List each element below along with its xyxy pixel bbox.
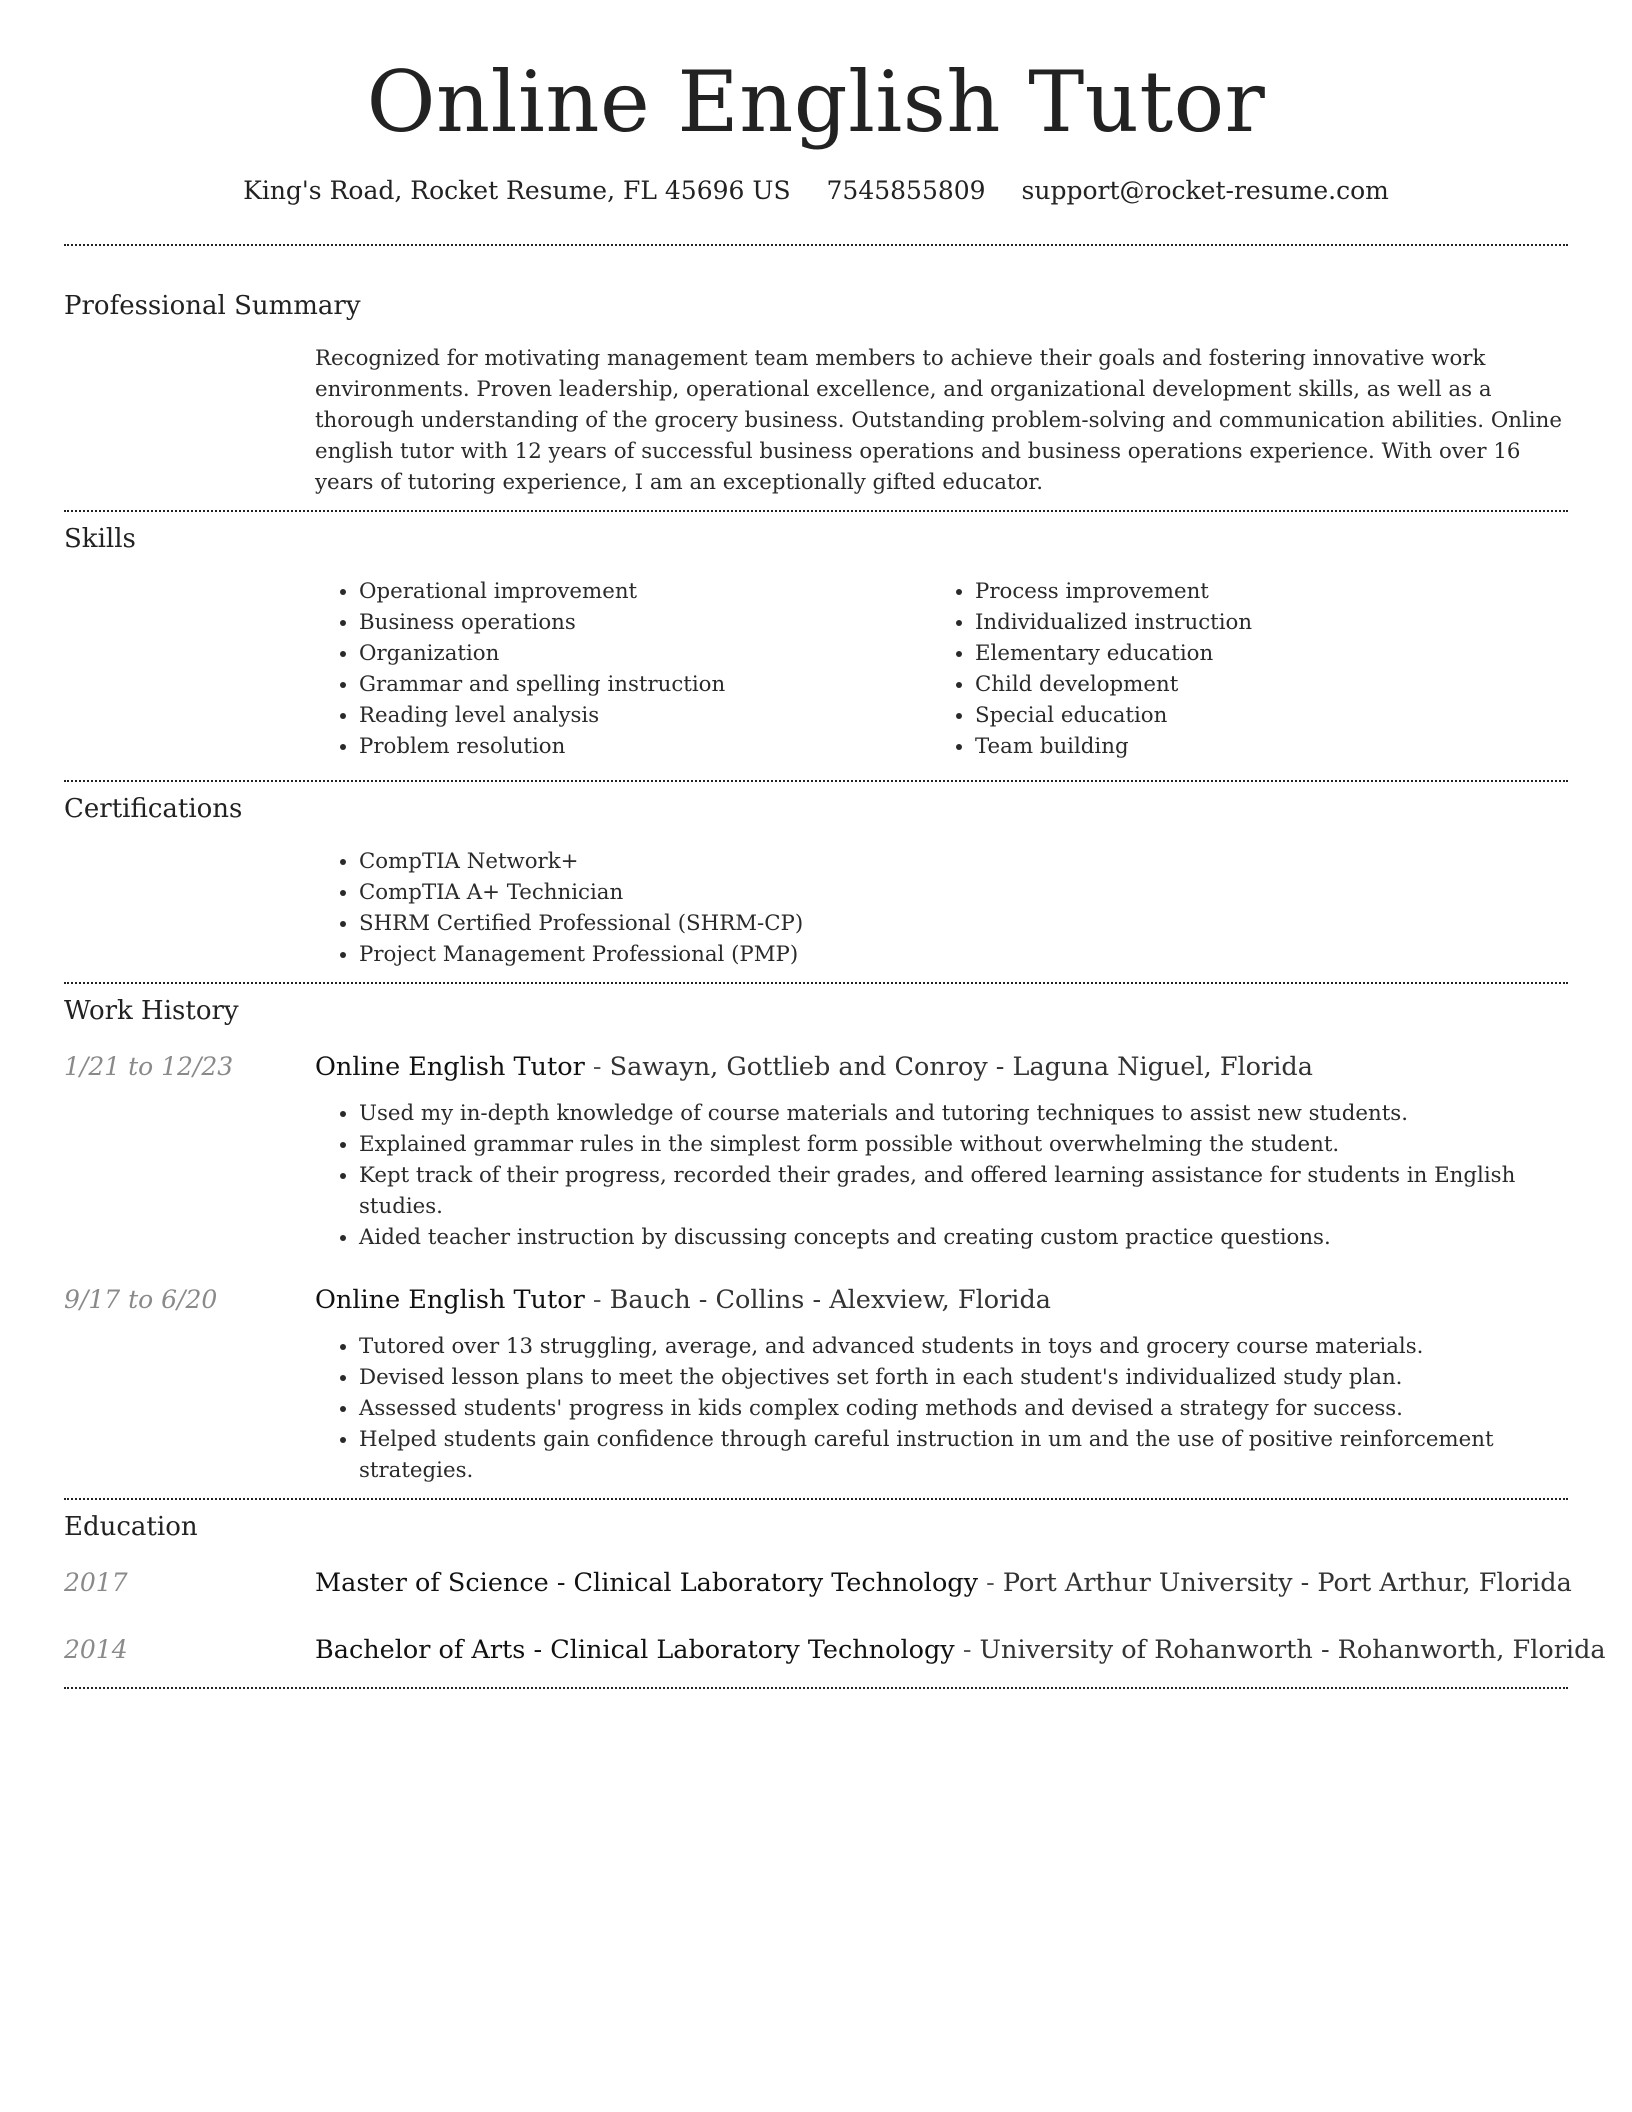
education-details: Port Arthur University - Port Arthur, Florida bbox=[1002, 1568, 1572, 1598]
job-entry bbox=[64, 1050, 1568, 1253]
contact-line bbox=[64, 174, 1568, 208]
education-heading bbox=[315, 1633, 1606, 1667]
certification-item: • CompTIA Network+ bbox=[359, 846, 1568, 877]
summary-title: Professional Summary bbox=[64, 291, 361, 321]
job-details: Bauch - Collins - Alexview, Florida bbox=[609, 1285, 1051, 1315]
job-header bbox=[64, 1283, 1568, 1317]
job-bullet: • Helped students gain confidence through careful instruction in um and the use of positive reinforcement strategies. bbox=[359, 1424, 1568, 1486]
divider bbox=[64, 982, 1568, 984]
job-bullet: • Assessed students' progress in kids complex coding methods and devised a strategy for success. bbox=[359, 1393, 1568, 1424]
divider bbox=[64, 1498, 1568, 1500]
certifications-title: Certifications bbox=[64, 794, 243, 824]
divider bbox=[64, 244, 1568, 246]
contact-address: King's Road, Rocket Resume, FL 45696 US bbox=[243, 176, 791, 205]
skill-item: • Process improvement bbox=[975, 576, 1547, 607]
education-entry bbox=[64, 1633, 1606, 1667]
candidate-name: Online English Tutor bbox=[366, 53, 1266, 151]
skills-left-column bbox=[315, 576, 931, 762]
skill-item: • Reading level analysis bbox=[359, 700, 931, 731]
skill-item: • Elementary education bbox=[975, 638, 1547, 669]
education-details: University of Rohanworth - Rohanworth, Florida bbox=[979, 1635, 1606, 1665]
job-entry bbox=[64, 1283, 1568, 1486]
education-entry bbox=[64, 1566, 1572, 1600]
job-heading bbox=[315, 1283, 1051, 1317]
skill-item: • Problem resolution bbox=[359, 731, 931, 762]
job-details: Sawayn, Gottlieb and Conroy - Laguna Niguel, Florida bbox=[609, 1052, 1313, 1082]
education-year: 2017 bbox=[64, 1568, 128, 1597]
job-bullet: • Aided teacher instruction by discussing concepts and creating custom practice questions. bbox=[359, 1222, 1568, 1253]
work-history-title: Work History bbox=[64, 996, 239, 1026]
skills-title: Skills bbox=[64, 524, 136, 554]
skills-right-column bbox=[931, 576, 1547, 762]
skill-item: • Business operations bbox=[359, 607, 931, 638]
job-dates: 9/17 to 6/20 bbox=[64, 1285, 218, 1314]
skills-grid bbox=[315, 576, 1568, 762]
certification-item: • CompTIA A+ Technician bbox=[359, 877, 1568, 908]
divider bbox=[64, 510, 1568, 512]
job-bullet: • Tutored over 13 struggling, average, and advanced students in toys and grocery course materials. bbox=[359, 1331, 1568, 1362]
education-title: Education bbox=[64, 1512, 198, 1542]
contact-phone: 7545855809 bbox=[826, 176, 986, 205]
education-heading bbox=[315, 1566, 1572, 1600]
skill-item: • Special education bbox=[975, 700, 1547, 731]
job-bullet: • Used my in-depth knowledge of course materials and tutoring techniques to assist new students. bbox=[359, 1098, 1568, 1129]
job-heading bbox=[315, 1050, 1313, 1084]
heading-separator: - bbox=[986, 1568, 1003, 1598]
job-bullets bbox=[315, 1098, 1568, 1253]
certification-item: • Project Management Professional (PMP) bbox=[359, 939, 1568, 970]
summary-text: Recognized for motivating management team members to achieve their goals and fostering innovative work environments. Proven leadership, operational excellence, and organizational development skills, as well as a thorough understanding of the grocery business. Outstanding problem-solving and communication abilities. Online english tutor with 12 years of successful business operations and business operations experience. With over 16 years of tutoring experience, I am an exceptionally gifted educator. bbox=[315, 346, 1562, 495]
certifications-section bbox=[64, 792, 1568, 970]
divider bbox=[64, 1687, 1568, 1689]
skill-item: • Individualized instruction bbox=[975, 607, 1547, 638]
job-position: Online English Tutor bbox=[315, 1052, 585, 1082]
skill-item: • Grammar and spelling instruction bbox=[359, 669, 931, 700]
contact-email: support@rocket-resume.com bbox=[1021, 176, 1389, 205]
skills-section bbox=[64, 522, 1568, 762]
job-bullets bbox=[315, 1331, 1568, 1486]
heading-separator: - bbox=[592, 1285, 610, 1315]
heading-separator: - bbox=[592, 1052, 610, 1082]
skill-item: • Organization bbox=[359, 638, 931, 669]
certification-item: • SHRM Certified Professional (SHRM-CP) bbox=[359, 908, 1568, 939]
job-bullet: • Devised lesson plans to meet the objectives set forth in each student's individualized study plan. bbox=[359, 1362, 1568, 1393]
summary-section bbox=[64, 289, 1568, 498]
job-bullet: • Explained grammar rules in the simplest form possible without overwhelming the student. bbox=[359, 1129, 1568, 1160]
education-degree: Bachelor of Arts - Clinical Laboratory Technology bbox=[315, 1635, 955, 1665]
job-dates: 1/21 to 12/23 bbox=[64, 1052, 234, 1081]
education-year: 2014 bbox=[64, 1635, 128, 1664]
job-header bbox=[64, 1050, 1568, 1084]
skill-item: • Operational improvement bbox=[359, 576, 931, 607]
education-degree: Master of Science - Clinical Laboratory Technology bbox=[315, 1568, 979, 1598]
education-section bbox=[64, 1510, 1606, 1667]
heading-separator: - bbox=[962, 1635, 980, 1665]
job-bullet: • Kept track of their progress, recorded their grades, and offered learning assistance for students in English studies. bbox=[359, 1160, 1568, 1222]
job-position: Online English Tutor bbox=[315, 1285, 585, 1315]
skill-item: • Child development bbox=[975, 669, 1547, 700]
divider bbox=[64, 780, 1568, 782]
work-history-section bbox=[64, 994, 1568, 1486]
skill-item: • Team building bbox=[975, 731, 1547, 762]
certifications-list bbox=[315, 846, 1568, 970]
